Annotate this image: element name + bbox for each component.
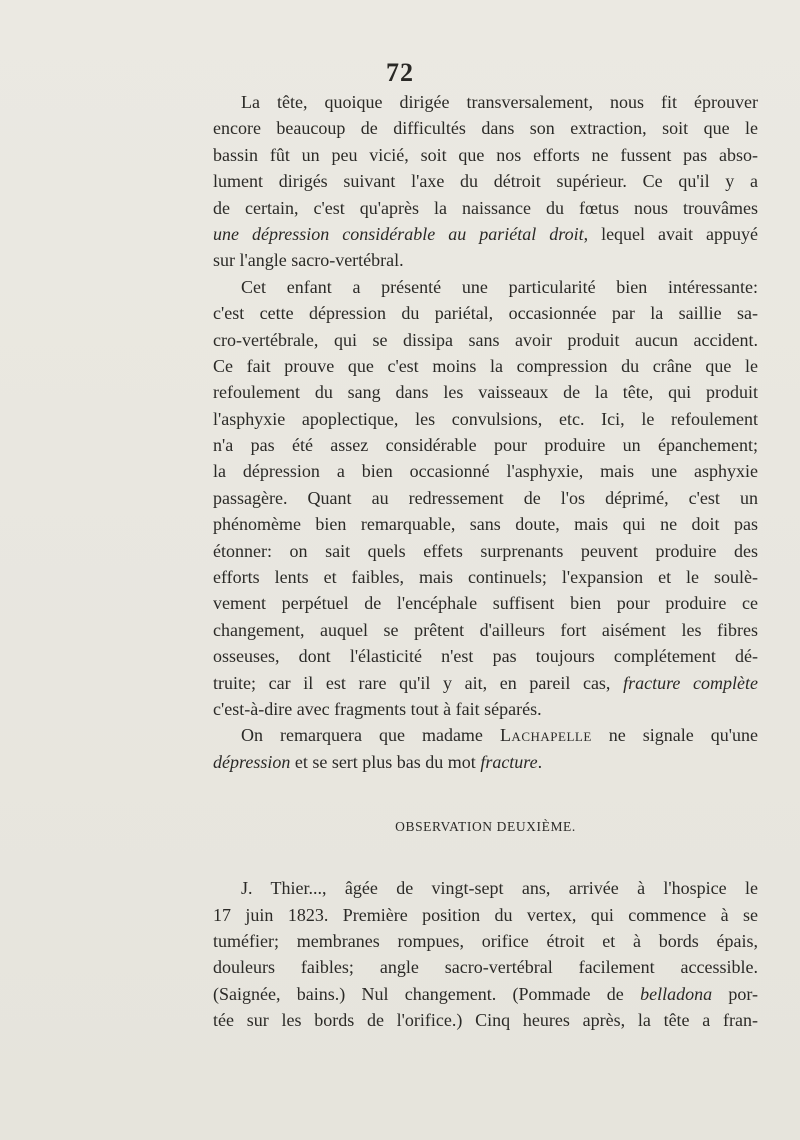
italic-phrase: une dépression considérable au pariétal droit: [213, 223, 584, 244]
paragraph-1: [213, 89, 758, 274]
text-line: [213, 722, 758, 748]
text-line: tuméfier; membranes rompues, orifice étroit et à bords épais,: [213, 930, 758, 951]
text-line: passagère. Quant au redressement de l'os déprimé, c'est un: [213, 487, 758, 508]
text-line: la dépression a bien occasionné l'asphyxie, mais une asphyxie: [213, 461, 758, 482]
text-line: 17 juin 1823. Première position du vertex, qui commence à se: [213, 904, 758, 925]
text-line: [213, 670, 758, 696]
text-line: changement, auquel se prêtent d'ailleurs fort aisément les fibres: [213, 619, 758, 640]
text-span: ne signale qu'une: [591, 725, 758, 746]
text-span: por-: [712, 983, 758, 1004]
paragraph-2: [213, 274, 758, 723]
text-line: phénomème bien remarquable, sans doute, mais qui ne doit pas: [213, 514, 758, 535]
text-span: (Saignée, bains.) Nul changement. (Pommade de: [213, 983, 641, 1004]
text-line: bassin fût un peu vicié, soit que nos efforts ne fussent pas abso-: [213, 144, 758, 165]
text-line: cro-vertébrale, qui se dissipa sans avoir produit aucun accident.: [213, 329, 758, 350]
text-span: , lequel avait appuyé: [583, 223, 758, 244]
text-line: lument dirigés suivant l'axe du détroit supérieur. Ce qu'il y a: [213, 171, 758, 192]
text-line: étonner: on sait quels effets surprenants peuvent produire des: [213, 540, 758, 561]
text-line: [213, 981, 758, 1007]
text-line: vement perpétuel de l'encéphale suffisent bien pour produire ce: [213, 593, 758, 614]
text-line: douleurs faibles; angle sacro-vertébral facilement accessible.: [213, 957, 758, 978]
text-line: l'asphyxie apoplectique, les convulsions, etc. Ici, le refoulement: [213, 408, 758, 429]
text-line: osseuses, dont l'élasticité n'est pas toujours complétement dé-: [213, 646, 758, 667]
text-span: .: [537, 751, 543, 772]
text-line: de certain, c'est qu'après la naissance du fœtus nous trouvâmes: [213, 197, 758, 218]
page-number: 72: [386, 58, 414, 87]
author-name: Lachapelle: [499, 725, 592, 746]
text-line: c'est-à-dire avec fragments tout à fait séparés.: [213, 698, 542, 719]
text-line: J. Thier..., âgée de vingt-sept ans, arrivée à l'hospice le: [241, 878, 758, 899]
italic-phrase: fracture complète: [623, 672, 759, 693]
italic-phrase: belladona: [640, 983, 713, 1004]
section-heading: OBSERVATION DEUXIÈME.: [395, 819, 576, 835]
italic-phrase: fracture: [480, 751, 538, 772]
text-span: On remarquera que madame: [241, 725, 500, 746]
text-line: efforts lents et faibles, mais continuels; l'expansion et le soulè-: [213, 567, 758, 588]
text-line: sur l'angle sacro-vertébral.: [213, 250, 404, 271]
italic-phrase: dépression: [213, 751, 291, 772]
body-text: [213, 89, 758, 1034]
text-line: c'est cette dépression du pariétal, occasionnée par la saillie sa-: [213, 303, 758, 324]
text-span: truite; car il est rare qu'il y ait, en pareil cas,: [213, 672, 624, 693]
text-line: refoulement du sang dans les vaisseaux de la tête, qui produit: [213, 382, 758, 403]
text-line: [213, 221, 758, 247]
text-span: et se sert plus bas du mot: [290, 751, 481, 772]
text-line: [213, 749, 758, 775]
text-line: Ce fait prouve que c'est moins la compression du crâne que le: [213, 355, 758, 376]
text-line: tée sur les bords de l'orifice.) Cinq heures après, la tête a fran-: [213, 1010, 758, 1031]
text-line: La tête, quoique dirigée transversalement, nous fit éprouver: [241, 92, 758, 112]
text-line: encore beaucoup de difficultés dans son extraction, soit que le: [213, 118, 758, 139]
observation-paragraph: [213, 875, 758, 1033]
text-line: n'a pas été assez considérable pour produire un épanchement;: [213, 435, 758, 456]
spacer: [213, 853, 758, 875]
paragraph-3: [213, 722, 758, 775]
text-line: Cet enfant a présenté une particularité bien intéressante:: [241, 276, 758, 297]
